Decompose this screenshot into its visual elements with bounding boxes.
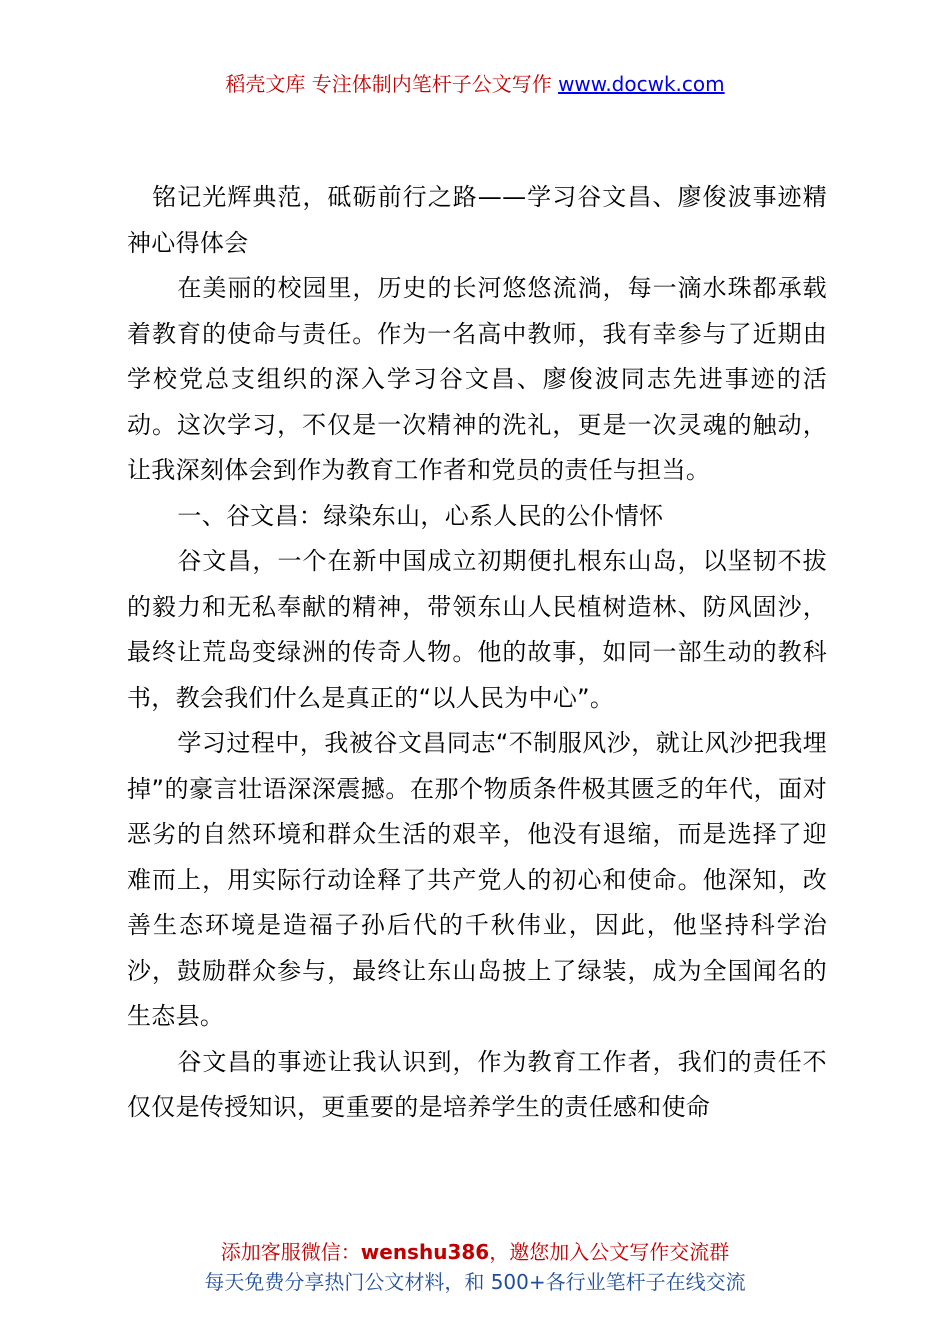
footer-contact-suffix: ，邀您加入公文写作交流群 (489, 1240, 730, 1264)
article-body (127, 175, 827, 1131)
footer-wechat-id: wenshu386 (360, 1240, 490, 1264)
page-footer (0, 1237, 950, 1297)
footer-promo-line: 每天免费分享热门公文材料，和 500+各行业笔杆子在线交流 (204, 1270, 746, 1294)
article-paragraph: 在美丽的校园里，历史的长河悠悠流淌，每一滴水珠都承载着教育的使命与责任。作为一名高中教师，我有幸参与了近期由学校党总支组织的深入学习谷文昌、廖俊波同志先进事迹的活动。这次学习，不仅是一次精神的洗礼，更是一次灵魂的触动，让我深刻体会到作为教育工作者和党员的责任与担当。 (127, 274, 827, 484)
section-heading: 一、谷文昌：绿染东山，心系人民的公仆情怀 (177, 501, 664, 530)
article-paragraph: 谷文昌的事迹让我认识到，作为教育工作者，我们的责任不仅仅是传授知识，更重要的是培养学生的责任感和使命 (127, 1047, 827, 1121)
article-paragraph: 谷文昌，一个在新中国成立初期便扎根东山岛，以坚韧不拔的毅力和无私奉献的精神，带领东山人民植树造林、防风固沙，最终让荒岛变绿洲的传奇人物。他的故事，如同一部生动的教科书，教会我们什么是真正的“以人民为中心”。 (127, 547, 827, 712)
header-url-link[interactable]: www.docwk.com (558, 72, 725, 96)
article-paragraph: 学习过程中，我被谷文昌同志“不制服风沙，就让风沙把我埋掉”的豪言壮语深深震撼。在那个物质条件极其匮乏的年代，面对恶劣的自然环境和群众生活的艰辛，他没有退缩，而是选择了迎难而上，用实际行动诠释了共产党人的初心和使命。他深知，改善生态环境是造福子孙后代的千秋伟业，因此，他坚持科学治沙，鼓励群众参与，最终让东山岛披上了绿装，成为全国闻名的生态县。 (127, 729, 827, 1030)
footer-contact-prefix: 添加客服微信： (220, 1240, 361, 1264)
article-title: 铭记光辉典范，砥砺前行之路——学习谷文昌、廖俊波事迹精神心得体会 (127, 183, 827, 257)
footer-contact-line (0, 1237, 950, 1267)
page-header (0, 70, 950, 98)
header-brand-text: 稻壳文库 专注体制内笔杆子公文写作 (225, 72, 559, 96)
